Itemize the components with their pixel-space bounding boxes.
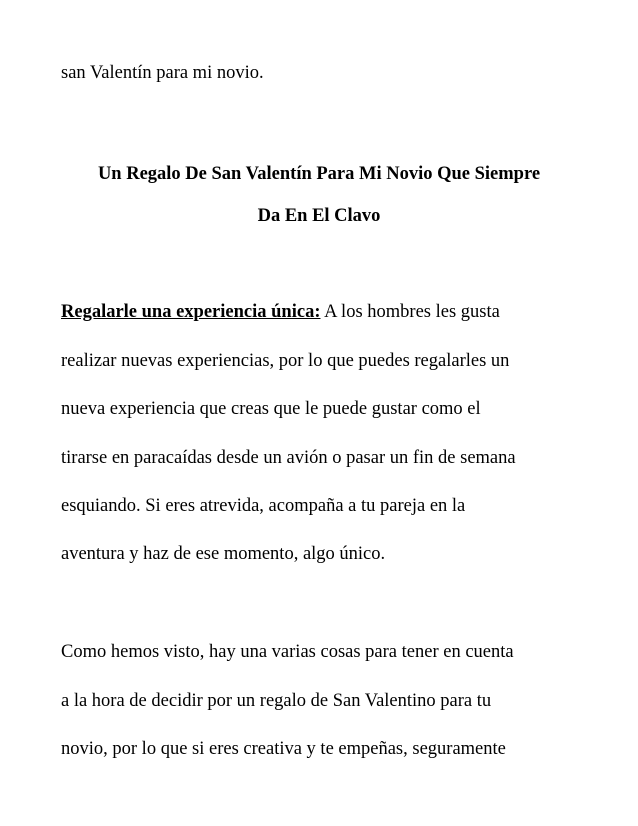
paragraph-2-line-1: Como hemos visto, hay una varias cosas para tener en cuenta: [61, 642, 514, 662]
paragraph-1-line-2: realizar nuevas experiencias, por lo que puedes regalarles un: [61, 351, 510, 371]
heading-line-2: Da En El Clavo: [257, 206, 381, 226]
paragraph-1-line-4: tirarse en paracaídas desde un avión o pasar un fin de semana: [61, 448, 516, 468]
paragraph-1-line-3: nueva experiencia que creas que le puede gustar como el: [61, 399, 481, 419]
paragraph-1-line-1-text: A los hombres les gusta: [320, 302, 500, 322]
paragraph-1-line-6: aventura y haz de ese momento, algo único.: [61, 544, 386, 564]
opening-line: san Valentín para mi novio.: [61, 63, 264, 83]
paragraph-2-line-3: novio, por lo que si eres creativa y te empeñas, seguramente: [61, 739, 506, 759]
heading-line-1: Un Regalo De San Valentín Para Mi Novio Que Siempre: [97, 164, 541, 184]
paragraph-1-line-1: [61, 301, 500, 323]
experience-label: Regalarle una experiencia única:: [61, 302, 321, 322]
paragraph-1-line-5: esquiando. Si eres atrevida, acompaña a tu pareja en la: [61, 496, 466, 516]
paragraph-2-line-2: a la hora de decidir por un regalo de San Valentino para tu: [61, 691, 492, 711]
